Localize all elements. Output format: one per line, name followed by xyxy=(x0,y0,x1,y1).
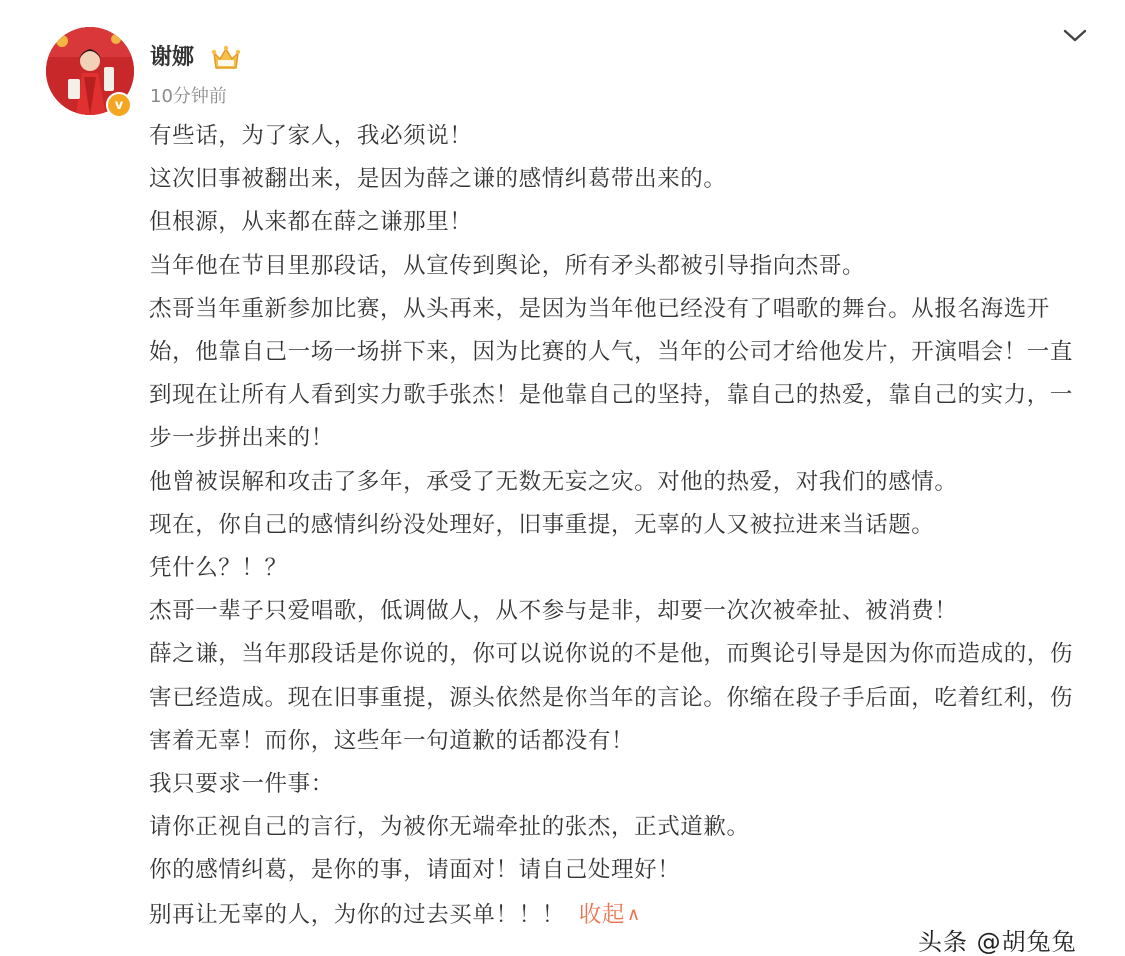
post-timestamp: 10分钟前 xyxy=(150,86,227,107)
post-paragraph: 薛之谦，当年那段话是你说的，你可以说你说的不是他，而舆论引导是因为你而造成的，伤害已经造成。现在旧事重提，源头依然是你当年的言论。你缩在段子手后面，吃着红利，伤害着无辜！而你，这些年一句道歉的话都没有！ xyxy=(149,641,1074,754)
post-paragraph-text: 别再让无辜的人，为你的过去买单！！！ xyxy=(149,901,565,928)
chevron-up-icon: ∧ xyxy=(627,903,641,925)
post-paragraph: 当年他在节目里那段话，从宣传到舆论，所有矛头都被引导指向杰哥。 xyxy=(149,252,866,279)
post-paragraph: 你的感情纠葛，是你的事，请面对！请自己处理好！ xyxy=(149,857,681,884)
post-paragraph: 现在，你自己的感情纠纷没处理好，旧事重提，无辜的人又被拉进来当话题。 xyxy=(149,511,935,538)
verified-v-icon: v xyxy=(106,92,132,118)
post-paragraph: 他曾被误解和攻击了多年，承受了无数无妄之灾。对他的热爱，对我们的感情。 xyxy=(149,468,958,495)
watermark: 头条 @胡兔兔 xyxy=(918,928,1077,956)
post-body xyxy=(149,115,1084,937)
post-paragraph: 请你正视自己的言行，为被你无端牵扯的张杰，正式道歉。 xyxy=(149,814,750,841)
chevron-down-icon[interactable] xyxy=(1058,22,1092,48)
post-paragraph: 有些话，为了家人，我必须说！ xyxy=(149,123,473,149)
collapse-label: 收起 xyxy=(578,901,626,928)
author-name[interactable]: 谢娜 xyxy=(150,45,195,70)
crown-icon-graphic xyxy=(209,44,243,74)
post-paragraph: 我只要求一件事： xyxy=(149,771,334,798)
post-paragraph: 这次旧事被翻出来，是因为薛之谦的感情纠葛带出来的。 xyxy=(149,166,727,193)
post-paragraph: 杰哥一辈子只爱唱歌，低调做人，从不参与是非，却要一次次被牵扯、被消费！ xyxy=(149,598,958,625)
collapse-button[interactable] xyxy=(579,902,641,928)
post-paragraph: 但根源，从来都在薛之谦那里！ xyxy=(149,209,473,236)
post-paragraph: 凭什么？！？ xyxy=(149,555,288,582)
crown-member-icon[interactable] xyxy=(209,44,243,74)
chevron-down-graphic xyxy=(1058,22,1092,48)
post-paragraph: 杰哥当年重新参加比赛，从头再来，是因为当年他已经没有了唱歌的舞台。从报名海选开始，他靠自己一场一场拼下来，因为比赛的人气，当年的公司才给他发片，开演唱会！一直到现在让所有人看到实力歌手张杰！是他靠自己的坚持，靠自己的热爱，靠自己的实力，一步一步拼出来的！ xyxy=(149,295,1074,452)
